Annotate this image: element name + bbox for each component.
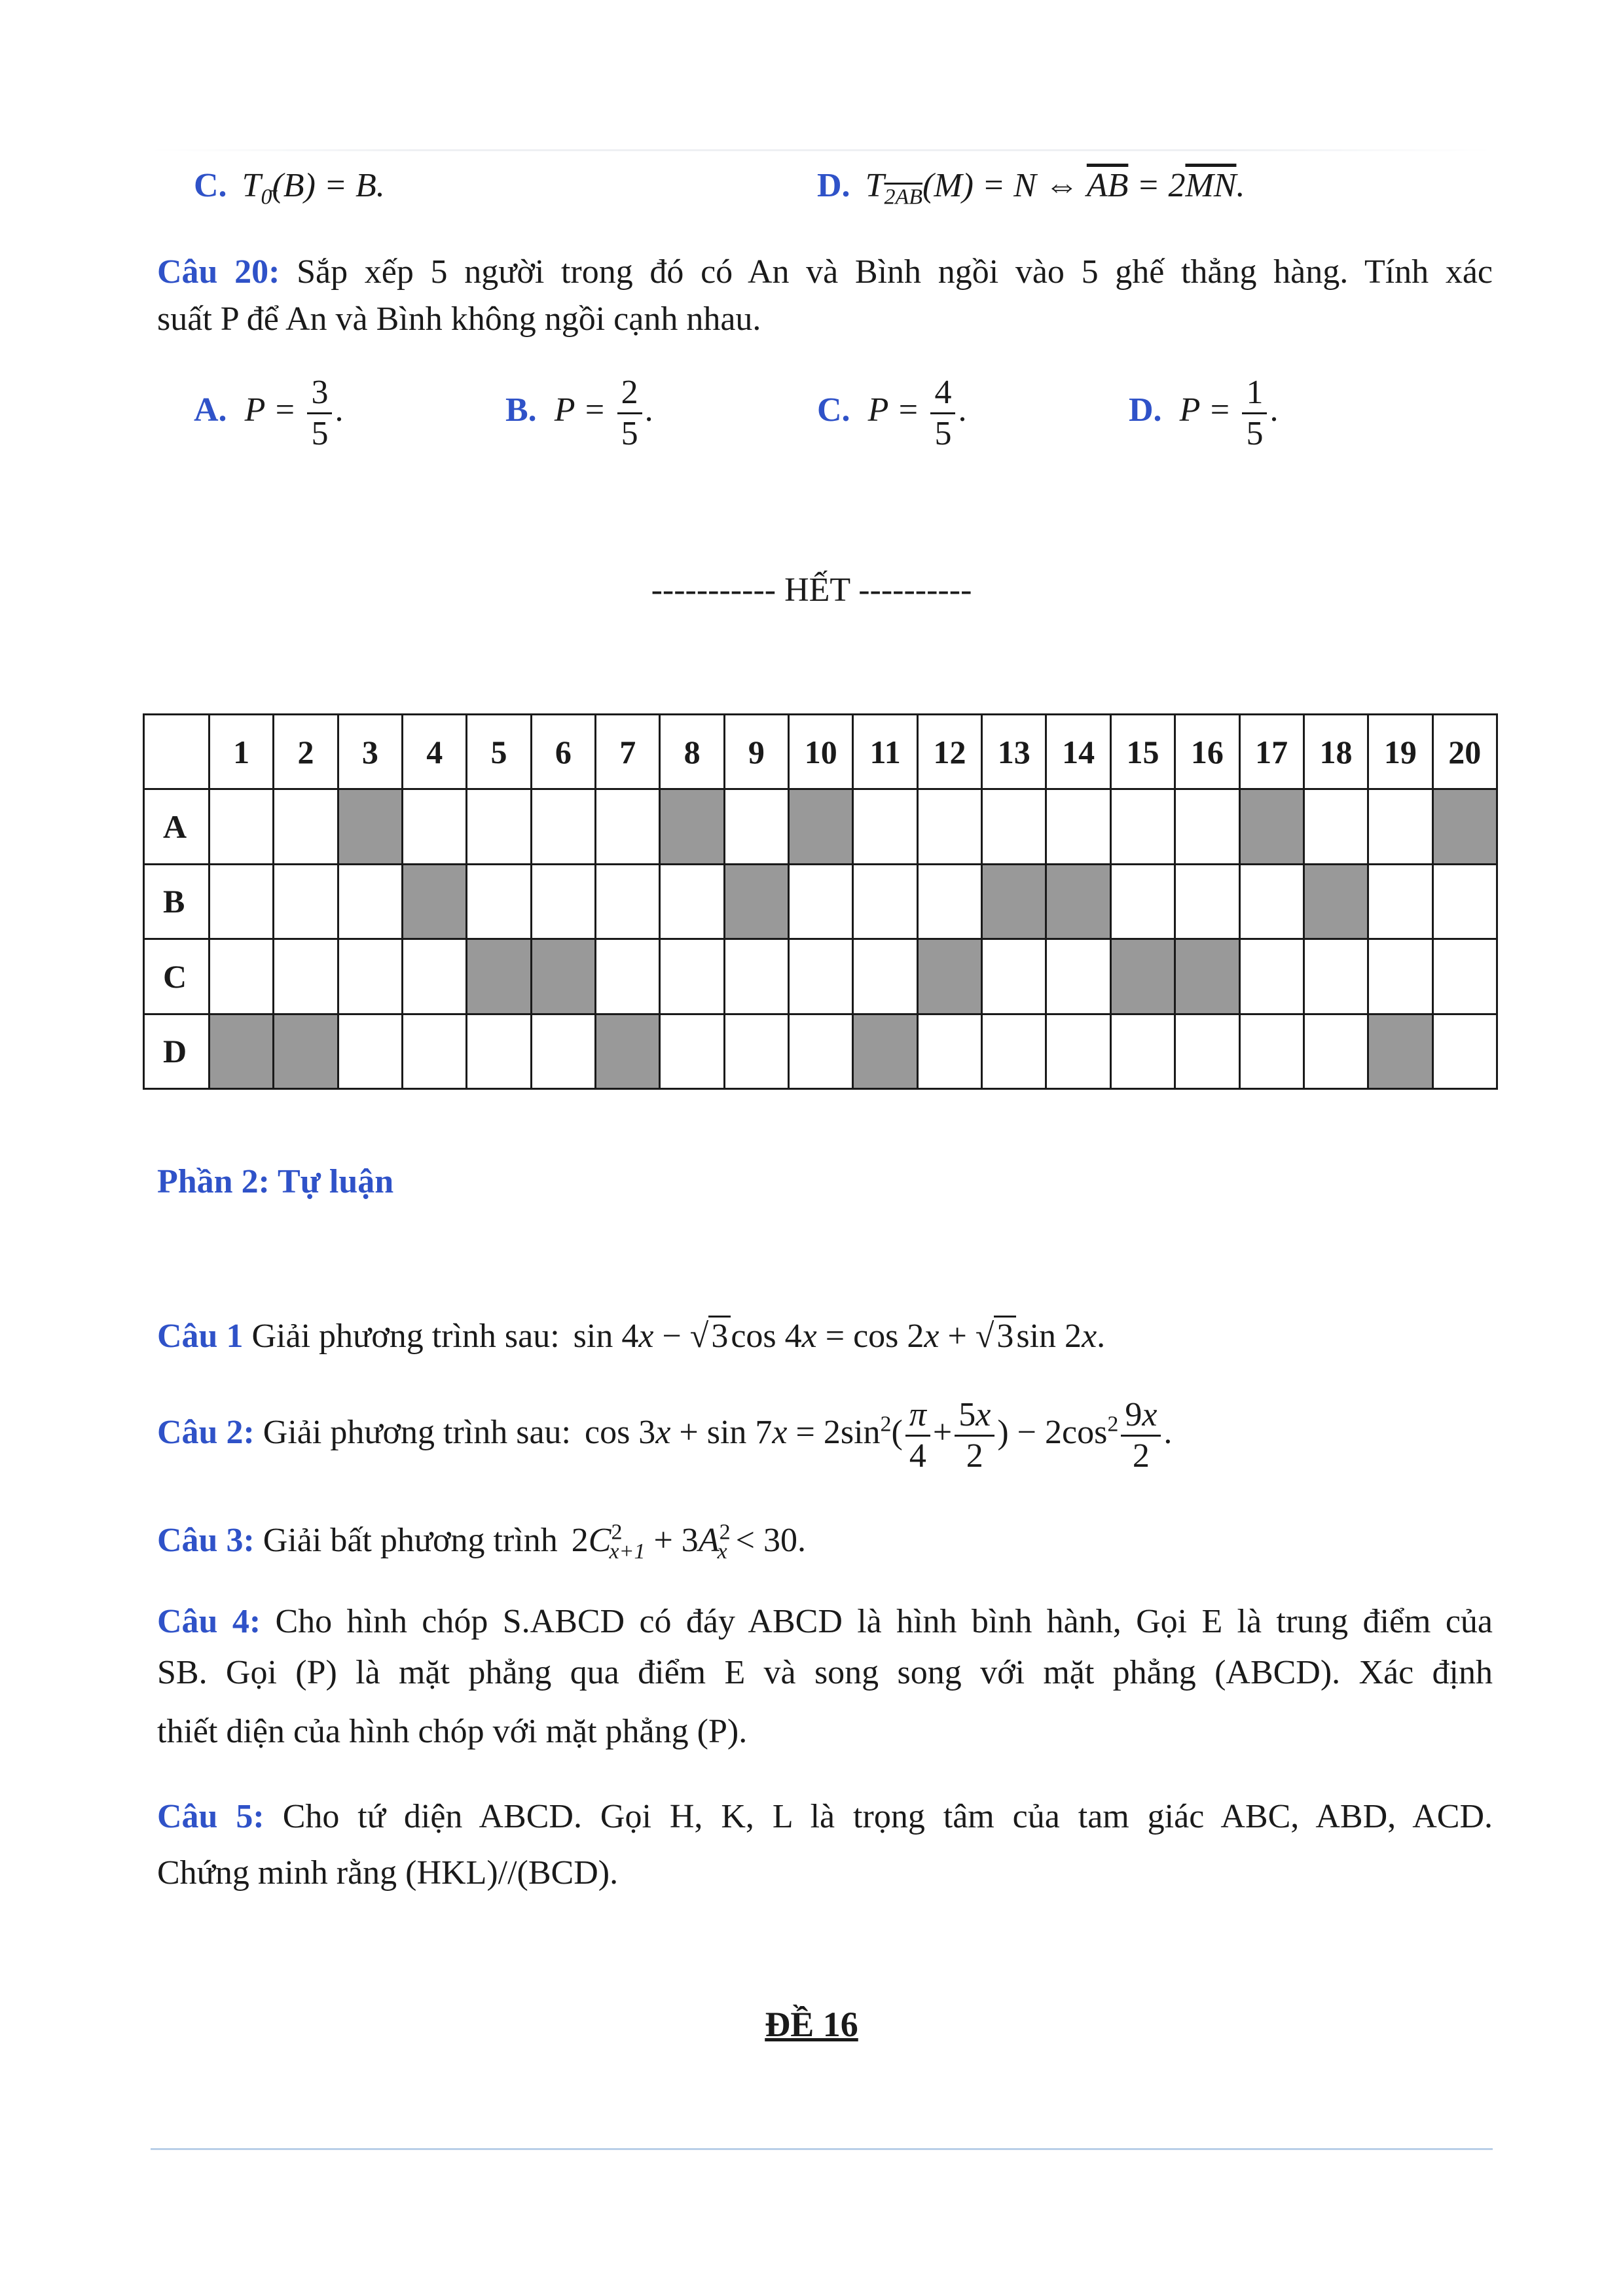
answer-cell-A-8 bbox=[660, 789, 724, 864]
answer-cell-C-10 bbox=[789, 939, 853, 1014]
table-row bbox=[144, 1014, 1497, 1088]
answer-cell-D-2 bbox=[274, 1014, 338, 1088]
answer-cell-D-20 bbox=[1432, 1014, 1497, 1088]
answer-cell-D-15 bbox=[1110, 1014, 1175, 1088]
table-header-15: 15 bbox=[1110, 715, 1175, 789]
essay-q5-line1: Câu 5: Cho tứ diện ABCD. Gọi H, K, L là trọng tâm của tam giác ABC, ABD, ACD. bbox=[157, 1798, 1493, 1835]
answer-cell-A-13 bbox=[982, 789, 1046, 864]
table-row bbox=[144, 864, 1497, 939]
answer-cell-B-14 bbox=[1046, 864, 1110, 939]
row-label-B: B bbox=[144, 864, 210, 939]
answer-cell-C-2 bbox=[274, 939, 338, 1014]
answer-cell-D-8 bbox=[660, 1014, 724, 1088]
answer-cell-B-19 bbox=[1368, 864, 1432, 939]
answer-cell-D-14 bbox=[1046, 1014, 1110, 1088]
essay-q4-line3: thiết diện của hình chóp với mặt phẳng (P). bbox=[157, 1713, 748, 1750]
answer-cell-C-19 bbox=[1368, 939, 1432, 1014]
q20-option-d: D. P = $\frac{1}{5}$ . bbox=[1129, 374, 1279, 452]
answer-cell-A-12 bbox=[917, 789, 981, 864]
answer-cell-B-13 bbox=[982, 864, 1046, 939]
answer-cell-B-17 bbox=[1239, 864, 1304, 939]
answer-cell-D-6 bbox=[531, 1014, 595, 1088]
essay-q4-line2: SB. Gọi (P) là mặt phẳng qua điểm E và song song với mặt phẳng (ABCD). Xác định bbox=[157, 1654, 1493, 1691]
answer-cell-D-10 bbox=[789, 1014, 853, 1088]
answer-cell-B-20 bbox=[1432, 864, 1497, 939]
answer-cell-A-1 bbox=[210, 789, 274, 864]
q20-line2: suất P để An và Bình không ngồi cạnh nhau. bbox=[157, 300, 761, 338]
answer-cell-D-9 bbox=[724, 1014, 788, 1088]
answer-cell-C-16 bbox=[1175, 939, 1239, 1014]
q20-option-c-label: C. bbox=[817, 391, 850, 429]
table-header-8: 8 bbox=[660, 715, 724, 789]
answer-cell-C-9 bbox=[724, 939, 788, 1014]
q20-option-c: C. P = $\frac{4}{5}$ . bbox=[817, 374, 967, 452]
table-header-16: 16 bbox=[1175, 715, 1239, 789]
answer-cell-C-3 bbox=[338, 939, 402, 1014]
answer-cell-D-12 bbox=[917, 1014, 981, 1088]
table-header-10: 10 bbox=[789, 715, 853, 789]
answer-cell-B-12 bbox=[917, 864, 981, 939]
answer-cell-C-4 bbox=[403, 939, 467, 1014]
answer-cell-B-1 bbox=[210, 864, 274, 939]
table-corner-cell bbox=[144, 715, 210, 789]
table-header-7: 7 bbox=[596, 715, 660, 789]
answer-cell-D-17 bbox=[1239, 1014, 1304, 1088]
option-c-label: C. bbox=[194, 167, 227, 204]
q20-option-a-label: A. bbox=[194, 391, 227, 429]
option-c-line: C. $T_{0̄}(B) = B$. bbox=[194, 167, 385, 209]
answer-cell-B-10 bbox=[789, 864, 853, 939]
row-label-D: D bbox=[144, 1014, 210, 1088]
q20-text-1: Sắp xếp 5 người trong đó có An và Bình ngồi vào 5 ghế thẳng hàng. Tính xác bbox=[297, 253, 1493, 291]
answer-cell-C-17 bbox=[1239, 939, 1304, 1014]
essay-q5-line2: Chứng minh rằng (HKL)//(BCD). bbox=[157, 1854, 619, 1892]
answer-cell-A-2 bbox=[274, 789, 338, 864]
answer-cell-C-15 bbox=[1110, 939, 1175, 1014]
answer-cell-C-14 bbox=[1046, 939, 1110, 1014]
q20-label: Câu 20: bbox=[157, 253, 280, 291]
q20-option-b-label: B. bbox=[505, 391, 537, 429]
answer-cell-D-3 bbox=[338, 1014, 402, 1088]
answer-cell-D-18 bbox=[1304, 1014, 1368, 1088]
answer-cell-A-20 bbox=[1432, 789, 1497, 864]
answer-cell-A-7 bbox=[596, 789, 660, 864]
option-d-label: D. bbox=[817, 167, 850, 204]
answer-cell-A-11 bbox=[853, 789, 917, 864]
table-header-2: 2 bbox=[274, 715, 338, 789]
q20-option-d-label: D. bbox=[1129, 391, 1162, 429]
q20-option-b: B. P = $\frac{2}{5}$ . bbox=[505, 374, 653, 452]
answer-cell-A-6 bbox=[531, 789, 595, 864]
bottom-divider bbox=[151, 2148, 1493, 2150]
table-header-13: 13 bbox=[982, 715, 1046, 789]
answer-cell-B-11 bbox=[853, 864, 917, 939]
answer-cell-A-15 bbox=[1110, 789, 1175, 864]
essay-q3: Câu 3: Giải bất phương trình $2C^2_{x+1} + 3A^2_x < 30$. bbox=[157, 1520, 806, 1564]
answer-cell-D-16 bbox=[1175, 1014, 1239, 1088]
answer-cell-C-6 bbox=[531, 939, 595, 1014]
answer-cell-A-3 bbox=[338, 789, 402, 864]
answer-cell-C-20 bbox=[1432, 939, 1497, 1014]
answer-cell-B-5 bbox=[467, 864, 531, 939]
answer-cell-A-5 bbox=[467, 789, 531, 864]
answer-cell-B-4 bbox=[403, 864, 467, 939]
essay-q4-label: Câu 4: bbox=[157, 1603, 261, 1640]
answer-cell-D-5 bbox=[467, 1014, 531, 1088]
answer-table bbox=[143, 713, 1498, 1090]
answer-cell-A-4 bbox=[403, 789, 467, 864]
answer-cell-D-11 bbox=[853, 1014, 917, 1088]
answer-cell-B-2 bbox=[274, 864, 338, 939]
end-marker: ----------- HẾT ---------- bbox=[651, 571, 972, 609]
table-header-18: 18 bbox=[1304, 715, 1368, 789]
answer-cell-D-7 bbox=[596, 1014, 660, 1088]
option-d-line: D. $T_{2AB}(M) = N$ ⇔ $\overline{AB} = 2\overline{MN}$. bbox=[817, 167, 1245, 209]
answer-cell-A-10 bbox=[789, 789, 853, 864]
answer-cell-B-3 bbox=[338, 864, 402, 939]
part2-heading: Phần 2: Tự luận bbox=[157, 1163, 394, 1200]
table-header-17: 17 bbox=[1239, 715, 1304, 789]
answer-cell-B-6 bbox=[531, 864, 595, 939]
answer-cell-D-19 bbox=[1368, 1014, 1432, 1088]
answer-cell-D-1 bbox=[210, 1014, 274, 1088]
essay-q5-label: Câu 5: bbox=[157, 1798, 264, 1835]
answer-cell-C-5 bbox=[467, 939, 531, 1014]
answer-cell-A-16 bbox=[1175, 789, 1239, 864]
table-header-11: 11 bbox=[853, 715, 917, 789]
row-label-A: A bbox=[144, 789, 210, 864]
answer-cell-C-18 bbox=[1304, 939, 1368, 1014]
answer-cell-B-7 bbox=[596, 864, 660, 939]
table-row bbox=[144, 939, 1497, 1014]
answer-cell-B-8 bbox=[660, 864, 724, 939]
answer-cell-C-8 bbox=[660, 939, 724, 1014]
answer-cell-D-4 bbox=[403, 1014, 467, 1088]
top-divider bbox=[151, 149, 1493, 151]
answer-cell-C-11 bbox=[853, 939, 917, 1014]
answer-cell-A-14 bbox=[1046, 789, 1110, 864]
q20-line1 bbox=[157, 249, 1493, 296]
table-header-3: 3 bbox=[338, 715, 402, 789]
answer-cell-C-12 bbox=[917, 939, 981, 1014]
table-header-9: 9 bbox=[724, 715, 788, 789]
answer-cell-C-1 bbox=[210, 939, 274, 1014]
table-header-1: 1 bbox=[210, 715, 274, 789]
table-row bbox=[144, 789, 1497, 864]
essay-q3-label: Câu 3: bbox=[157, 1522, 255, 1559]
table-header-19: 19 bbox=[1368, 715, 1432, 789]
essay-q2: Câu 2: Giải phương trình sau: $\cos 3x + \sin 7x = 2\sin^2$( $\frac{\pi}{4}$ + $\frac{5x}{2}$ ) − $2\cos^2$ $\frac{9x}{2}$ . bbox=[157, 1396, 1173, 1475]
table-header-14: 14 bbox=[1046, 715, 1110, 789]
next-exam-title: ĐỀ 16 bbox=[765, 2005, 858, 2044]
essay-q2-label: Câu 2: bbox=[157, 1414, 255, 1452]
answer-cell-B-18 bbox=[1304, 864, 1368, 939]
answer-cell-B-9 bbox=[724, 864, 788, 939]
answer-cell-A-19 bbox=[1368, 789, 1432, 864]
table-header-4: 4 bbox=[403, 715, 467, 789]
answer-cell-C-13 bbox=[982, 939, 1046, 1014]
answer-cell-D-13 bbox=[982, 1014, 1046, 1088]
answer-cell-B-16 bbox=[1175, 864, 1239, 939]
answer-cell-B-15 bbox=[1110, 864, 1175, 939]
row-label-C: C bbox=[144, 939, 210, 1014]
table-header-20: 20 bbox=[1432, 715, 1497, 789]
essay-q1-label: Câu 1 bbox=[157, 1318, 244, 1355]
table-header-6: 6 bbox=[531, 715, 595, 789]
table-header-12: 12 bbox=[917, 715, 981, 789]
q20-option-a: A. P = $\frac{3}{5}$ . bbox=[194, 374, 344, 452]
answer-cell-C-7 bbox=[596, 939, 660, 1014]
answer-cell-A-18 bbox=[1304, 789, 1368, 864]
answer-cell-A-17 bbox=[1239, 789, 1304, 864]
essay-q1: Câu 1 Giải phương trình sau: sin 4x − √3cos 4x = cos 2x + √3sin 2x. bbox=[157, 1313, 1105, 1361]
answer-cell-A-9 bbox=[724, 789, 788, 864]
table-header-5: 5 bbox=[467, 715, 531, 789]
essay-q4-line1: Câu 4: Cho hình chóp S.ABCD có đáy ABCD là hình bình hành, Gọi E là trung điểm của bbox=[157, 1603, 1493, 1640]
